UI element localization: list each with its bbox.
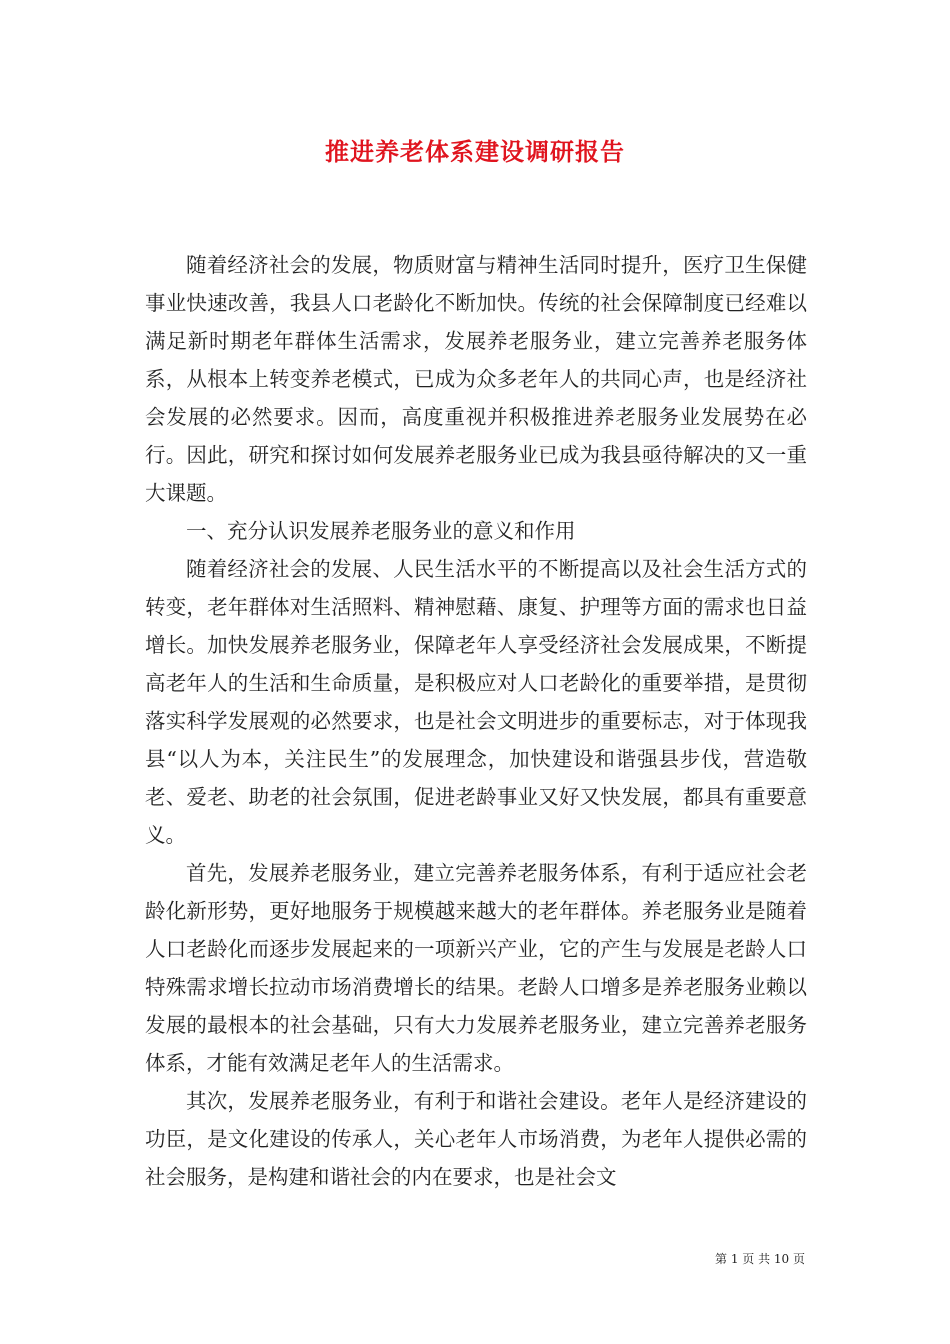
- paragraph-first-point: 首先，发展养老服务业，建立完善养老服务体系，有利于适应社会老龄化新形势，更好地服务于规模越来越大的老年群体。养老服务业是随着人口老龄化而逐步发展起来的一项新兴产业，它的产生与发展是老龄人口特殊需求增长拉动市场消费增长的结果。老龄人口增多是养老服务业赖以发展的最根本的社会基础，只有大力发展养老服务业，建立完善养老服务体系，才能有效满足老年人的生活需求。: [145, 861, 807, 1075]
- section-heading-1: 一、充分认识发展养老服务业的意义和作用: [186, 519, 576, 543]
- paragraph-intro: 随着经济社会的发展，物质财富与精神生活同时提升，医疗卫生保健事业快速改善，我县人口老龄化不断加快。传统的社会保障制度已经难以满足新时期老年群体生活需求，发展养老服务业，建立完善养老服务体系，从根本上转变养老模式，已成为众多老年人的共同心声，也是经济社会发展的必然要求。因而，高度重视并积极推进养老服务业发展势在必行。因此，研究和探讨如何发展养老服务业已成为我县亟待解决的又一重大课题。: [145, 253, 807, 505]
- document-title: 推进养老体系建设调研报告: [325, 137, 625, 166]
- paragraph-significance: 随着经济社会的发展、人民生活水平的不断提高以及社会生活方式的转变，老年群体对生活照料、精神慰藉、康复、护理等方面的需求也日益增长。加快发展养老服务业，保障老年人享受经济社会发展成果，不断提高老年人的生活和生命质量，是积极应对人口老龄化的重要举措，是贯彻落实科学发展观的必然要求，也是社会文明进步的重要标志，对于体现我县“以人为本，关注民生”的发展理念，加快建设和谐强县步伐，营造敬老、爱老、助老的社会氛围，促进老龄事业又好又快发展，都具有重要意义。: [145, 557, 807, 847]
- document-body: [145, 246, 807, 1196]
- page-number-footer: 第 1 页 共 10 页: [715, 1252, 805, 1266]
- paragraph-second-point: 其次，发展养老服务业，有利于和谐社会建设。老年人是经济建设的功臣，是文化建设的传承人，关心老年人市场消费，为老年人提供必需的社会服务，是构建和谐社会的内在要求，也是社会文: [145, 1089, 807, 1189]
